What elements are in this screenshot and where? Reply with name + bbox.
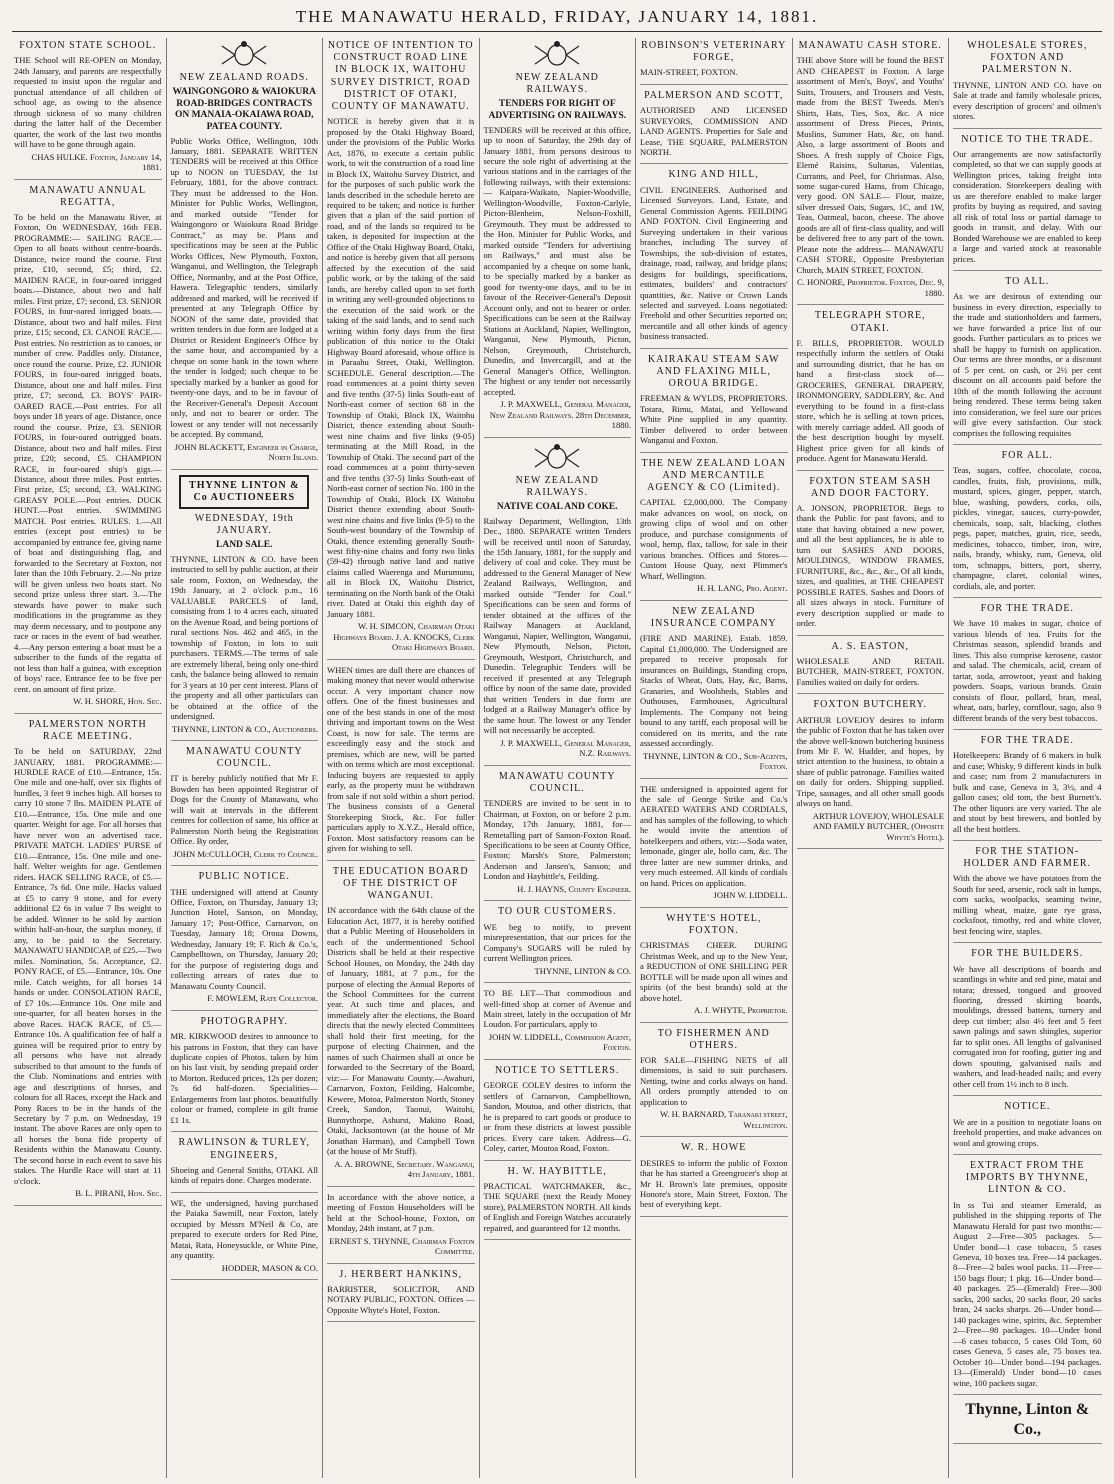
ad-heading: MANAWATU COUNTY COUNCIL.: [498, 770, 616, 794]
ad-signature: CHAS HULKE. Foxton, January 14, 1881.: [31, 151, 162, 173]
advertisement: [484, 1065, 632, 1161]
ad-heading: THE NEW ZEALAND LOAN AND MERCANTILE AGENCY & CO (Limited).: [641, 457, 786, 494]
ad-heading: FOR THE BUILDERS.: [971, 948, 1084, 960]
ad-body: (FIRE AND MARINE). Estab. 1859. Capital £1,000,000. The Undersigned are prepared to receive proposals for insurances on Buildings, Standing crops, Stacks of Wheat, Oats, Hay, &c, Barns, Granaries, and Woolsheds, Stables and Outhouses, Farmhouses, Agricultural Implements. The Company not being bound to any tariff, each proposal will be considered on its merits, and the rate assessed accordingly.: [640, 633, 788, 749]
advertisement: [14, 40, 162, 180]
column-4: [480, 38, 637, 1478]
ad-body: Our arrangements are now satisfactorily completed, so that we can supply goods at Wellington prices, taking freight into consideration. Storekeepers dealing with us are therefore enabled to make larger profits by buying as required, and saving all risk of total loss or partial damage to goods in transit, and delay. With our Bonded Warehouse we are enabled to keep a large and varied stock at reasonable prices.: [953, 148, 1102, 264]
ad-body: CAPITAL £2,000,000. The Company make advances on wool, on stock, on growing clips of wool and on other produce, and purchase consignments of wool, hemp, flax, tallow, for sale in their various branches. Offices and Stores—Custom House Quay, next Plimmer's Wharf, Wellington.: [640, 497, 788, 581]
column-2: [167, 38, 324, 1478]
ad-signature: J. P. MAXWELL, General Manager, N.Z. Railways.: [500, 737, 631, 759]
ad-heading: KING AND HILL,: [668, 169, 759, 181]
advertisement: [484, 40, 632, 438]
ad-heading: NEW ZEALAND INSURANCE COMPANY: [650, 605, 777, 630]
advertisement: [640, 784, 788, 908]
ad-heading: TELEGRAPH STORE, OTAKI.: [814, 310, 926, 334]
ad-heading: RAWLINSON & TURLEY, ENGINEERS,: [178, 1137, 310, 1161]
ad-body: TENDERS will be received at this office, up to noon of Saturday, the 29th day of January 1881, from persons desirous to secure the sole right of advertising at the various stations and in the carriages of the following railways, with their extensions:— Kaipara-Waikato, Napier-Woodville, Wellington-Woodville, Foxton-Carlyle, Picton-Blenheim, Nelson-Foxhill, Greymouth. They must be addressed to the Hon. Minister for Public Works, and marked outside "Tenders for advertising on Railways," and must also be accompanied by a cheque on some bank, to be specially marked by a banker as good for twenty-one days, and to be in favour of the Receiver-General's Deposit Account only, and not to bearer or order. Specifications can be seen at the Railway Stations at Auckland, Napier, Wellington, Wanganui, New Plymouth, Picton, Nelson, Greymouth, Christchurch, Dunedin, and Invercargill, and at the General Manager's Office, Wellington. The highest or any tender not necessarily accepted.: [483, 124, 631, 397]
ad-body: TO BE LET—That commodious and well-fitted shop at corner of Avenue and Main street, lately in the occupation of Mr Loudon. For particulars, apply to: [483, 988, 631, 1030]
ad-signature: ARTHUR LOVEJOY, WHOLESALE AND FAMILY BUTCHER, (Opposite Whyte's Hotel).: [812, 810, 944, 842]
ad-body: We have all descriptions of boards and scantlings in white and red pine, matai and totara; dressed, tongued and grooved flooring, dressed skirting boards, mouldings, dressed battens, turnery and deep cut timber; also 4½ feet and 5 feet sawn palings and sawn shingles, superior far to split ones. All lengths of galvanised corrugated iron for roofing, gutter ing and down spouting, galvanised nails and washers, and lead-headed nails; and every other cell from 1½ inch to 8 inch.: [953, 963, 1102, 1089]
advertisement: [640, 913, 788, 1023]
ad-heading: W. R. HOWE: [681, 1142, 747, 1154]
ad-body: To be held on SATURDAY, 22nd JANUARY, 1881. PROGRAMME:— HURDLE RACE of £10.—Entrance, 15s. One mile and one-half, over six flights of hurdles, 3 feet 9 inches high. All horses to carry 10 stone 7 lbs. MAIDEN PLATE of £10.—Entrance, 15s. One mile and one quarter. Weight for age. For all horses that have never won an advertised race. PRIVATE MATCH. LADIES' PURSE of £10.—Entrance, 15s. One mile and one-half. Welter weights for age. Gentlemen riders. HACK SELLING RACE, of £5.—Entrance, 7s 6d. One mile. Hacks valued at £5 to carry 9 stone, and for every additional £2 6s in value 7 lbs weight to be added. Winner to be sold by auction within half-an-hour, the surplus money, if any, to be paid to the Secretary. MANAWATU HANDICAP, of £25.—Two miles. Nomination, 5s. Acceptance, £2. PONY RACE, of £5.—Entrance, 10s. One mile. Catch weights, for all horses 14 hands or under. CONSOLATION RACE, of £7 10s.—Entrance 10s. One mile and one-quarter, for all beaten horses in the above Races. HACK RACE, of £5.—Entrance 10s. A qualification fee of half a guinea will be required prior to entry by all persons who have not already subscribed to that amount to the funds of the Club. Nominations and entries with age and descriptions of horses, and colours for all Races, except the Hack and Pony Races to be in the hands of the Secretary by 7 p.m. on Wednesday, 19 instant. The above Races are only open to all horses the bona fide property of Residents within the Manawatu County. The second horse in each event to save his stakes. The Hurdle Race will start at 11 o'clock.: [14, 746, 162, 1186]
advertisement: [484, 771, 632, 902]
advertisement: [640, 169, 788, 348]
advertisement: [14, 719, 162, 1206]
ad-heading: NEW ZEALAND RAILWAYS.: [515, 72, 599, 96]
ad-subheading: WAINGONGORO & WAIOKURA ROAD-BRIDGES CONTRACTS ON MANAIA-OKAIAWA ROAD, PATEA COUNTY.: [172, 87, 316, 132]
auctioneer-stamp: THYNNE LINTON & Co AUCTIONEERS: [179, 475, 309, 509]
ad-body: We are in a position to negotiate loans on freehold properties, and make advances on wool and growing crops.: [953, 1116, 1102, 1148]
ad-body: PRACTICAL WATCHMAKER, &c., THE SQUARE (next the Ready Money store), PALMERSTON NORTH. All kinds of English and Foreign Watches accurately repaired, and guaranteed for 12 months.: [483, 1180, 631, 1233]
ad-body: WE beg to notify, to prevent misrepresentation, that our prices for the Company's SUGARS will be ruled by current Wellington prices.: [483, 921, 631, 964]
ad-body: Hotelkeepers: Brandy of 6 makers in bulk and case; Whisky, 9 different kinds in bulk and case; rum from 2 manufacturers in bulk and case, Geneva in 3, 3½, and 4 gallon cases; old tom, the best Burnett's. The other liquors are very varied. The ale and stout by best brewers, and bottled by all the best bottlers.: [953, 750, 1102, 834]
ad-heading: PALMERSTON NORTH RACE MEETING.: [28, 718, 147, 742]
ad-body: CIVIL ENGINEERS. Authorised and Licensed Surveyors. Land, Estate, and General Commission Agents. FEILDING AND FOXTON. Civil Engineering and Surveying undertaken in their various branches, including The survey of Townships, the sub-division of estates, drainage, road, railway, and bridge plans; designs for buildings, specifications, estimates, builders' and contractors' quantities, &c. Native or Crown Lands selected and surveyed. Loans negotiated: Freehold and other Securities reported on; mercantile and all other kinds of agency business transacted.: [640, 184, 788, 342]
ad-signature: W. H. BARNARD, Taranaki street, Wellington.: [660, 1109, 788, 1130]
ad-heading: FOR THE TRADE.: [980, 735, 1074, 747]
column-6: [793, 38, 950, 1478]
advertisement: [640, 90, 788, 165]
crest-icon: [171, 40, 319, 70]
ad-body: THE undersigned is appointed agent for the sale of George Strike and Co.'s AERATED WATERS AND CORDIALS, and has samples of the following, to which he would invite the attention of hotelkeepers and others, viz:—Soda water, lemonade, ginger ale, hollo cam, &c. The three latter are new summer drinks, and very much esteemed. All kinds of cordials on hand. Prices on application.: [640, 783, 788, 888]
advertisement: [797, 40, 945, 305]
ad-body: Shoeing and General Smiths, OTAKI. All kinds of repairs done. Charges moderate.: [170, 1164, 318, 1186]
ad-signature: HODDER, MASON & CO.: [221, 1262, 318, 1273]
ad-subheading: LAND SALE.: [216, 540, 273, 551]
ad-body: FOR SALE—FISHING NETS of all dimensions, is said to suit purchasers. Netting, twine and corks always on hand. All orders promptly attended to on application to: [640, 1054, 788, 1107]
advertisement: [953, 134, 1102, 272]
masthead: [0, 0, 1114, 34]
advertisement: [953, 40, 1102, 129]
ad-body: NOTICE is hereby given that it is proposed by the Otaki Highway Board, under the provisions of the Public Works Act, 1876, to execute a certain public work, to wit the construction of a road line in Block IX, Waitohu Survey District, and for the purposes of such public work the lands described in the schedule hereto are required to be taken; and notice is further given that a plan of the said portion of road, and of the lands so required to be taken, is deposited for inspection at the Office of the Otaki Highway Board, Otaki, and notice is hereby given that all persons affected by the execution of the said public work, or by the taking of the said lands, are hereby called upon to set forth in writing any well-grounded objections to the execution of the said work or the taking of the said lands, and to send such writing within forty days from the first publication of this notice to the Otaki Highway Board aforesaid, whose office is in Paraahu Street, Otaki, Wellington. SCHEDULE. General description.—The road commences at a point thirty seven and five tenths (37-5) links South-east of North-east corner of section 68 in the Township of Otaki, Block IX, Waitohu District, thence extending about South-west nine chains and five links (9-05) terminating at the Mill Road, in the Township of Otaki. The second part of the road commences at a point thirty-seven and five tenths (37-5) links South-east of North-east corner of section No. 100 in the Township of Otaki, Block IX Waitohu District thence extending about South-west nine chains and five links (9-5) to the South-west boundary of the Township of Otaki, thence extending generally South-west fifty-nine chains and forty two links (59-42) through native land and native claims called Waerenga and Murumunu, all in Block IX, Waitohu District, terminating on the North bank of the Otaki river. Dated at Otaki this eighth day of January 1881.: [327, 116, 475, 619]
advertisement: [797, 699, 945, 849]
advertisement: [953, 846, 1102, 943]
column-1: [10, 38, 167, 1478]
ad-body: THYNNE, LINTON AND CO. have on Sale at trade and family wholesale prices, every description of grocers' and oilmen's stores.: [953, 79, 1102, 122]
ad-heading: TO FISHERMEN AND OTHERS.: [657, 1027, 770, 1051]
advertisement: [640, 1028, 788, 1138]
ad-body: To be held on the Manawatu River, at Foxton, On WEDNESDAY, 16th FEB. PROGRAMME:— SAILING RACE.—Open to all boats without centre-boards. Distance, twice round the course. First prize, £10, second, £5; third, £2. MAIDEN RACE, in four-oared inrigged boats.—Distance, about two and half miles. First prize, £7; second, £3. SENIOR FOURS, in four-oared inrigged boats.—Distance, about two and half miles. First prize, £15; second, £3. CANOE RACE.—Post entries. No restriction as to canoes, or number of crew. Paddles only. Distance, once round the course. Prize, £2. JUNIOR FOURS, in four-oared inrigged boats. Distance, about one and half miles. First prize, £7; second, £3. BOYS' PAIR-OARED RACE.—Post entries. For all boys under 18 years of age. Distance, once round the course. Prize, £3. SENIOR FOURS, in four-oared outrigged boats. Distance, about two and half miles. First prize, £20; second, £5. CHAMPION RACE, in four-oared ship's gigs.—Distance, about three miles. Post entries. First prize, £5; second, £3. WALKING GREASY POLE.—Post entries. DUCK HUNT.—Post entries. SWIMMING MATCH. Post entries. RULES. 1.—All entries (except post entries) to be accompanied by entrance fee, giving name of boat and distinguishing flag, and forwarded to the Secretary at Foxton, not later than the 10th February. 2.—No prize will be given unless two boats start. No second prize unless three start. 3.—The stewards have power to make such modifications in the programme as they may deem necessary, and to postpone any race or races in the event of bad weather. 4.—Any person entering a boat must be a subscriber to the funds of the regatta of not less than half a guinea, with exception of boys' race. Entrance fee to be five per cent. on amount of first prize.: [14, 211, 162, 694]
ad-heading: FOR THE TRADE.: [980, 602, 1074, 614]
column-7: [949, 38, 1106, 1478]
ad-body: AUTHORISED AND LICENSED SURVEYORS, COMMISSION AND LAND AGENTS. Properties for Sale and Lease, THE SQUARE, PALMERSTON NORTH.: [640, 105, 788, 157]
ad-body: THE undersigned will attend at County Office, Foxton, on Thursday, January 13; Junction Hotel, Sanson, on Monday, January 17; Post-Office, Carnarvon, on Tuesday, January 18; Oroua Downs, Wednesday, January 19; F. Rich & Co.'s, Campbelltown, on Thursday, January 20; for the purpose of registering dogs and collecting arrears of rates due to Manawatu County Council.: [170, 886, 318, 991]
ad-signature: J. P. MAXWELL, General Manager, New Zealand Railways. 28th December, 1880.: [489, 399, 631, 431]
ad-signature: H. H. LANG, Pro. Agent.: [697, 583, 788, 594]
ad-heading: NOTICE TO THE TRADE.: [961, 133, 1094, 145]
ad-heading: FOXTON STATE SCHOOL.: [19, 40, 157, 51]
ad-heading: FOXTON BUTCHERY.: [813, 699, 927, 711]
ad-body: WE, the undersigned, having purchased the Paiaka Sawmill, near Foxton, lately occupied by Messrs M'Neil & Co, are prepared to execute orders for Red Pine, Matai, Rata, Honeysuckle, or White Pine, any quantity.: [170, 1197, 318, 1261]
ad-heading: PHOTOGRAPHY.: [200, 1015, 288, 1027]
advertisement: [953, 276, 1102, 445]
advertisement: [640, 40, 788, 85]
ad-signature: THYNNE, LINTON & CO., Sub-Agents, Foxton.: [643, 750, 788, 772]
columns: [10, 38, 1106, 1478]
column-5: [636, 38, 793, 1478]
ad-signature: H. J. HAYNS, County Engineer.: [517, 883, 631, 894]
ad-heading: EXTRACT FROM THE IMPORTS BY THYNNE, LINTON & CO.: [965, 1160, 1089, 1196]
ad-heading: WEDNESDAY, 19th JANUARY.: [194, 512, 294, 537]
ad-body: With the above we have potatoes from the South for seed, arsenic, rock salt in lumps, corn sacks, woolpacks, seaming twine, milling wheat, maize, gate rye grass, cocksfoot, timothy, red and white clover, best fencing wire, staples.: [953, 873, 1102, 936]
crest-icon: [484, 443, 632, 473]
ad-signature: JOHN W. LIDDELL, Commission Agent, Foxton.: [488, 1031, 631, 1053]
ad-heading: TO OUR CUSTOMERS.: [497, 906, 617, 918]
advertisement: [171, 1137, 319, 1192]
advertisement: [171, 1198, 319, 1280]
ad-heading: NOTICE.: [1004, 1101, 1051, 1113]
ad-body: THE School will RE-OPEN on Monday, 24th January, and parents are respectfully requested to insist upon the regular and punctual attendance of all children of school age, as owing to the absence through sickness of so many children during the latter half of the December quarter, the work of the last two months will have to be gone through again.: [14, 55, 162, 150]
advertisement: [953, 735, 1102, 841]
ad-heading: PALMERSON AND SCOTT,: [644, 89, 784, 101]
masthead-rule: [12, 31, 1102, 32]
advertisement: [171, 1016, 319, 1133]
ad-heading: KAIRAKAU STEAM SAW AND FLAXING MILL, OROUA BRIDGE.: [647, 353, 780, 390]
ad-body: THE above Store will be found the BEST AND CHEAPEST in Foxton. A large assortment of Men's, Boys', and Youths' Suits, Trousers, and Trousers and Vests, made from the BEST Tweeds. Men's Shirts, Hats, Ties, Sox, &c. A nice assortment of Dress Pieces, Prints, Muslins, Summer Hats, &c, on hand. Also, a large assortment of Boots and Shoes. A fresh supply of Choice Figs, Elemé Raisins, Sultanas, Valentias, Currants, and Peel, for Christmas. Also, some sugar-cured Hams, from Chicago, very good. ON SALE— Flour, maize, silver dressed Oats, Sugars, 1C, and 1W, Teas, Oatmeal, bacon, cheese. The above goods are all of first-class quality, and will be delivered free to any part of the town. Please note the address— MANAWATU CASH STORE, Opposite Presbyterian Church, MAIN STREET, FOXTON.: [796, 55, 944, 275]
advertisement: [14, 185, 162, 714]
ad-signature: C. HONORE, Proprietor. Foxton, Dec. 9, 1880.: [796, 277, 944, 298]
advertisement: [953, 1160, 1102, 1395]
ad-body: We have 10 makes in sugar, choice of various blends of tea. Fruits for the Christmas season, splendid brands and lines. This also comprise kerosene, castor and salad. The chemicals, acid, cream of tartar, soda, arrowroot, yeast and baking powders. Soaps, various brands. Grain consists of flour, pollard, bran, meal, wheat, oats, barley, cornflour, sago, also 9 different brands of the very best tobaccos.: [953, 618, 1102, 723]
ad-heading: A. S. EASTON,: [831, 640, 910, 652]
advertisement: [171, 871, 319, 1011]
advertisement: [484, 906, 632, 983]
ad-heading: WHOLESALE STORES, FOXTON AND PALMERSTON N.: [967, 40, 1088, 76]
ad-heading: MANAWATU COUNTY COUNCIL.: [185, 746, 303, 770]
advertisement: [484, 443, 632, 766]
advertisement: [953, 1101, 1102, 1155]
advertisement: [953, 450, 1102, 598]
ad-body: GEORGE COLEY desires to inform the settlers of Carnarvon, Campbelltown, Sandon, Moutoa, and other districts, that he is prepared to cart goods or produce to or from these districts at lowest possible prices. Every care taken. Address—G. Coley, carter, Moutoa Road, Foxton.: [483, 1080, 631, 1154]
ad-heading: THE EDUCATION BOARD OF THE DISTRICT OF WANGANUI.: [332, 865, 469, 901]
advertisement: [171, 475, 319, 742]
advertisement: [171, 40, 319, 470]
ad-signature: F. MOWLEM, Rate Collector.: [207, 993, 318, 1004]
advertisement: [640, 458, 788, 601]
ad-body: MAIN-STREET, FOXTON.: [640, 67, 738, 78]
ad-body: In accordance with the above notice, a meeting of Foxton Householders will be held at the School-house, Foxton, on Monday, 24th instant, at 7 p.m.: [327, 1191, 475, 1234]
advertisement: [327, 665, 475, 861]
advertiser-logo: Thynne, Linton & Co.,: [965, 1401, 1090, 1438]
advertisement: [640, 1142, 788, 1217]
ad-heading: FOR THE STATION-HOLDER AND FARMER.: [963, 846, 1092, 870]
advertisement: [327, 1269, 475, 1323]
ad-signature: THYNNE, LINTON & CO.: [534, 965, 631, 976]
ad-signature: A. J. WHYTE, Proprietor.: [694, 1005, 788, 1016]
ad-heading: FOR ALL.: [1001, 449, 1053, 461]
column-3: [323, 38, 480, 1478]
advertisement: [171, 746, 319, 866]
ad-signature: JOHN W. LIDDELL.: [713, 890, 788, 901]
ad-heading: NOTICE TO SETTLERS.: [495, 1064, 620, 1076]
ad-heading: ROBINSON'S VETERINARY FORGE,: [641, 40, 787, 64]
ad-body: Public Works Office, Wellington, 10th January, 1881. SEPARATE WRITTEN TENDERS will be received at this Office up to NOON on TUESDAY, the 1st February, 1881, for the above contract. They must be addressed to the Hon. Minister for Public Works, Wellington, and marked outside "Tender for Waingongoro or Waiokura Road Bridge Contract," as may be. Plans and specifications may be seen at the Public Works Offices, New Plymouth, Foxton, Wanganui, and Wellington, the Telegraph Office, Normanby, and at the Post Office, Hawera. Telegraphic tenders, similarly addressed and marked, will be received if presented at any Telegraph Office by NOON of the same date, provided that written tenders in due form are lodged at a District or Resident Engineer's Office by the same hour, and accompanied by a cheque on some bank in the town where the tender is lodged; such cheque to be specially marked by a banker as good for twenty-one days, and to be in favour of the Receiver-General's Deposit Account only, and not to bearer or order. The lowest or any tender will not necessarily be accepted. By command,: [170, 135, 318, 440]
ad-heading: WHYTE'S HOTEL, FOXTON.: [666, 912, 762, 937]
ad-signature: A. A. BROWNE, Secretary. Wanganui, 4th January, 1881.: [334, 1158, 475, 1180]
ad-body: WHOLESALE AND RETAIL BUTCHER, MAIN-STREET, FOXTON. Families waited on daily for orders.: [796, 655, 944, 687]
ad-heading: FOXTON STEAM SASH AND DOOR FACTORY.: [809, 475, 932, 499]
ad-body: CHRISTMAS CHEER. DURING Christmas Week, and up to the New Year, a REDUCTION of ONE SHILLING PER BOTTLE will be made upon all wines and spirits (of the best brands) sold at the above hotel.: [640, 940, 788, 1003]
ad-body: A. JONSON, PROPRIETOR. Begs to thank the Public for past favors, and to state that having obtained a new power, and all the best appliances, he is able to turn out SASHES AND DOORS, MOULDINGS, WINDOW FRAMES, FURNITURE, &c., &c., &c., Of all kinds, sizes, and qualities, at THE CHEAPEST POSSIBLE RATES. Sashes and Doors of all sizes always in stock. Furniture of every description supplied or made to order.: [796, 502, 944, 629]
ad-body: WHEN times are dull there are chances of making money that never would otherwise occur. A very important chance now offers. One of the finest businesses and one of the best stands in one of the most thriving and important towns on the West Coast, is now for sale. The terms are exceedingly easy and the stock and premises, which are new, will be parted with on terms which are most exceptional. Inducing buyers are requested to apply early, as the property must be withdrawn from sale if not sold within a short period. The business consists of a General Storekeeping Stock, &c. For fuller particulars apply to X.Y.Z., Herald office, Foxton. Most satisfactory reasons can be given for wishing to sell.: [327, 664, 475, 854]
ad-signature: JOHN McCULLOCH, Clerk to Council.: [173, 848, 318, 859]
ad-subheading: NATIVE COAL AND COKE.: [496, 501, 618, 512]
ad-body: FREEMAN & WYLDS, PROPRIETORS. Totara, Rimu, Matai, and Yellowand White Pine supplied in any quantity. Timber delivered to order between Wanganui and Foxton.: [640, 393, 788, 446]
ad-heading: PUBLIC NOTICE.: [198, 871, 290, 883]
ad-body: F. BILLS, PROPRIETOR. WOULD respectfully inform the settlers of Otaki and surrounding district, that he has on hand a first-class stock of— GROCERIES, GENERAL DRAPERY, IRONMONGERY, SADDLERY, &c. And everything to be found in a first-class store, which he is selling at town prices, with merely carriage added. All goods of the best description bought by myself. Highest price given for all kinds of produce. Agent for Manawatu Herald.: [796, 337, 944, 464]
advertisement: [953, 603, 1102, 730]
advertisement: [484, 988, 632, 1060]
ad-body: In ss Tui and steamer Emerald, as published in the shipping reports of The Manawatu Herald for past two months:— August 2—Free—305 packages. 5—Under bond—1 case tobacco, 5 cases Geneva, 10 boxes tea. Free—14 packages. 8—Free—2 bales wool packs. 11—Free—150 bags flour; 1 pkg. 16—Under bond—40 packages. 25—(Emerald) Free—300 sacks, 200 sacks, 20 sacks flour, 20 sacks bran, 24 sacks sharps. 26—Under bond—140 packages wine, spirits, &c. September 2—Free—98 packages. 10—Under bond—6 cases tobacco, 5 cases Old Tom, 60 cases Geneva, 5 cases ale, 75 boxes tea. October 10—Under bond—194 packages. 13—(Emerald) Under bond—10 cases wine, 100 packets sugar.: [953, 1199, 1102, 1388]
ad-heading: NEW ZEALAND ROADS.: [179, 72, 309, 83]
ad-body: As we are desirous of extending our business in every direction, especially to the trade and stationholders and farmers, we have forwarded a price list of our goods. Further particulars as to prices we shall be happy to furnish on application. Our terms are three months, or a discount of 5 per cent. on cash, or 2½ per cent discount on all accounts paid before the 10th of the month following the account being rendered. These terms being taken into consideration, we feel sure our prices will give every satisfaction. Our stock comprises the following requisites: [953, 291, 1102, 438]
ad-subheading: TENDERS FOR RIGHT OF ADVERTISING ON RAILWAYS.: [488, 99, 627, 121]
ad-heading: H. W. HAYBITTLE,: [507, 1165, 607, 1177]
advertisement: [953, 1400, 1102, 1444]
ad-signature: JOHN BLACKETT, Engineer in Charge, North Island.: [174, 441, 318, 463]
ad-body: BARRISTER, SOLICITOR, AND NOTARY PUBLIC, FOXTON. Offices — Opposite Whyte's Hotel, Foxton.: [327, 1283, 475, 1315]
advertisement: [797, 310, 945, 470]
ad-heading: NEW ZEALAND RAILWAYS.: [515, 474, 599, 498]
ad-signature: ERNEST S. THYNNE, Chairman Foxton Committee.: [329, 1235, 475, 1257]
ad-body: THYNNE, LINTON & CO. have been instructed to sell by public auction, at their sale room, Foxton, on Wednesday, the 19th January, at 2 o'clock p.m., 16 VALUABLE PARCELS of land, consisting from 1 to 4 acres each, situated on the Avenue Road, and being portions of rural sections Nos. 462 and 465, in the township of Foxton, in lots to suit purchasers. TERMS.—The terms of sale are extremely liberal, being only one-third cash, the balance being allowed to remain for 3 years at 10 per cent interest. Plans of the property and all other particulars can be obtained at the office of the undersigned.: [170, 553, 318, 722]
ad-signature: W. H. SIMCON, Chairman Otaki Highways Board. J. A. KNOCKS, Clerk Otaki Highways Board.: [333, 621, 475, 653]
crest-icon: [484, 40, 632, 70]
ad-heading: MANAWATU CASH STORE.: [798, 40, 942, 51]
ad-signature: THYNNE, LINTON & CO., Auctioneers.: [171, 723, 318, 734]
ad-heading: NOTICE OF INTENTION TO CONSTRUCT ROAD LINE IN BLOCK IX, WAITOHU SURVEY DISTRICT, ROAD DISTRICT OF OTAKI, COUNTY OF MANAWATU.: [327, 40, 474, 112]
advertisement: [797, 641, 945, 695]
ad-heading: MANAWATU ANNUAL REGATTA,: [29, 184, 147, 208]
ad-signature: B. L. PIRANI, Hon. Sec.: [75, 1188, 162, 1199]
ad-heading: J. HERBERT HANKINS,: [339, 1268, 463, 1280]
ad-body: ARTHUR LOVEJOY desires to inform the public of Foxton that he has taken over the above well-known butchering business from Mr F. W. Hudder, and hopes, by strict attention to the business, to obtain a share of public patronage. Families waited on daily for orders. Shipping supplied. Tripe, sausages, and all other small goods always on hand.: [796, 714, 944, 809]
ad-signature: W. H. SHORE, Hon. Sec.: [73, 696, 162, 707]
advertisement: [953, 948, 1102, 1096]
ad-body: MR. KIRKWOOD desires to announce to his patrons in Foxton, that they can have duplicate copies of Photos. taken by him on his last visit, by sending prepaid order to Morton. Reduced prices, 12s per dozen; 7s 6d half-dozen. Specialities—Enlargements from last photos. beautifully colour or framed, complete in gilt frame £1 1s.: [170, 1031, 318, 1125]
ad-body: DESIRES to inform the public of Foxton that he has started a Greengrocer's shop at Mr H. Brown's late premises, opposite Honore's store, Main Street, Foxton. The best of everything kept.: [640, 1157, 788, 1210]
ad-body: TENDERS are invited to be sent in to Chairman, at Foxton, on or before 2 p.m. Monday, 17th January, 1881, for— Remetalling part of Sanson-Foxton Road. Specifications to be seen at County Office, Foxton; Marsh's Store, Palmerston; Anderson and Jansen's, Sanson; and London and Haybittle's, Feilding.: [483, 798, 631, 882]
advertisement: [327, 40, 475, 660]
advertisement: [327, 1192, 475, 1264]
masthead-title: THE MANAWATU HERALD, FRIDAY, JANUARY 14, 1881.: [295, 7, 819, 26]
ad-heading: TO ALL.: [1005, 276, 1050, 288]
advertisement: [484, 1166, 632, 1241]
advertisement: [640, 606, 788, 779]
ad-body: IT is hereby publicly notified that Mr F. Bowden has been appointed Registrar of Dogs for the County of Manawatu, who will wait at intervals in the different centres for collection of same, his office at Palmerston North being the Registration Office. By order,: [170, 773, 318, 847]
ad-body: IN accordance with the 64th clause of the Education Act, 1877, it is hereby notified that a Public Meeting of Householders in each of the undermentioned School Districts shall be held at their respective School Houses, on Monday, the 24th day of January, 1881, at 7 p.m., for the purpose of electing the Annual Reports of the School Committees for the current year. At such time and places, and immediately after the elections, the Board directs that the newly elected Committees shall hold their first meeting, for the purpose of electing Chairmen, and the names of such Chairmen shall at once be forwarded to the Secretary of the Board, viz:— For Manawatu County.—Awahuri, Carnarvon, Foxton, Feilding, Halcombe, Kewere, Motoa, Palmerston North, Stoney Creek, Sandon, Taonui, Waitohi, Bunnythorpe, Ashurst, Makino Road, Otaki, Jacksontown (at the house of Mr Jonathan Harman), and Campbell Town (at the house of Mr Stuff).: [327, 905, 475, 1157]
advertisement: [327, 866, 475, 1187]
advertisement: [640, 354, 788, 453]
ad-body: Teas, sugars, coffee, chocolate, cocoa, candles, fruits, fish, provisions, milk, mustard, spices, ginger, pepper, starch, blue, washing, powders, corks, oils, pickles, vinegar, sauces, curry-powder, chemicals, soap, salt, blacking, clothes pegs, paper, matches, grain, rice, seeds, medicines, tobacco, timber, iron, wire, nails, brandy, whisky, rum, Geneva, old tom, schnapps, bitters, port, sherry, champagne, claret, colonial wines, cordials, ale, and porter.: [953, 465, 1102, 591]
advertisement: [797, 476, 945, 636]
ad-body: Railway Department, Wellington, 13th Dec., 1880. SEPARATE written Tenders will be received until noon of Saturday, the 15th January, 1881, for the supply and delivery of coal and coke. They must be addressed to the General Manager of New Zealand Railways, Wellington, and marked outside "Tender for Coal." Specifications can be seen and forms of tender obtained at the offices of the Railway Managers at Auckland, Wanganui, Napier, Wellington, Wanganui, New Plymouth, Nelson, Picton, Greymouth, Westport, Christchurch, and Dunedin. Telegraphic Tenders will be received if presented at any Telegraph office by noon of the same date, provided that written Tenders in due form are lodged at a Railway Manager's office by the same hour. The lowest or any Tender will not necessarily be accepted.: [483, 515, 631, 736]
